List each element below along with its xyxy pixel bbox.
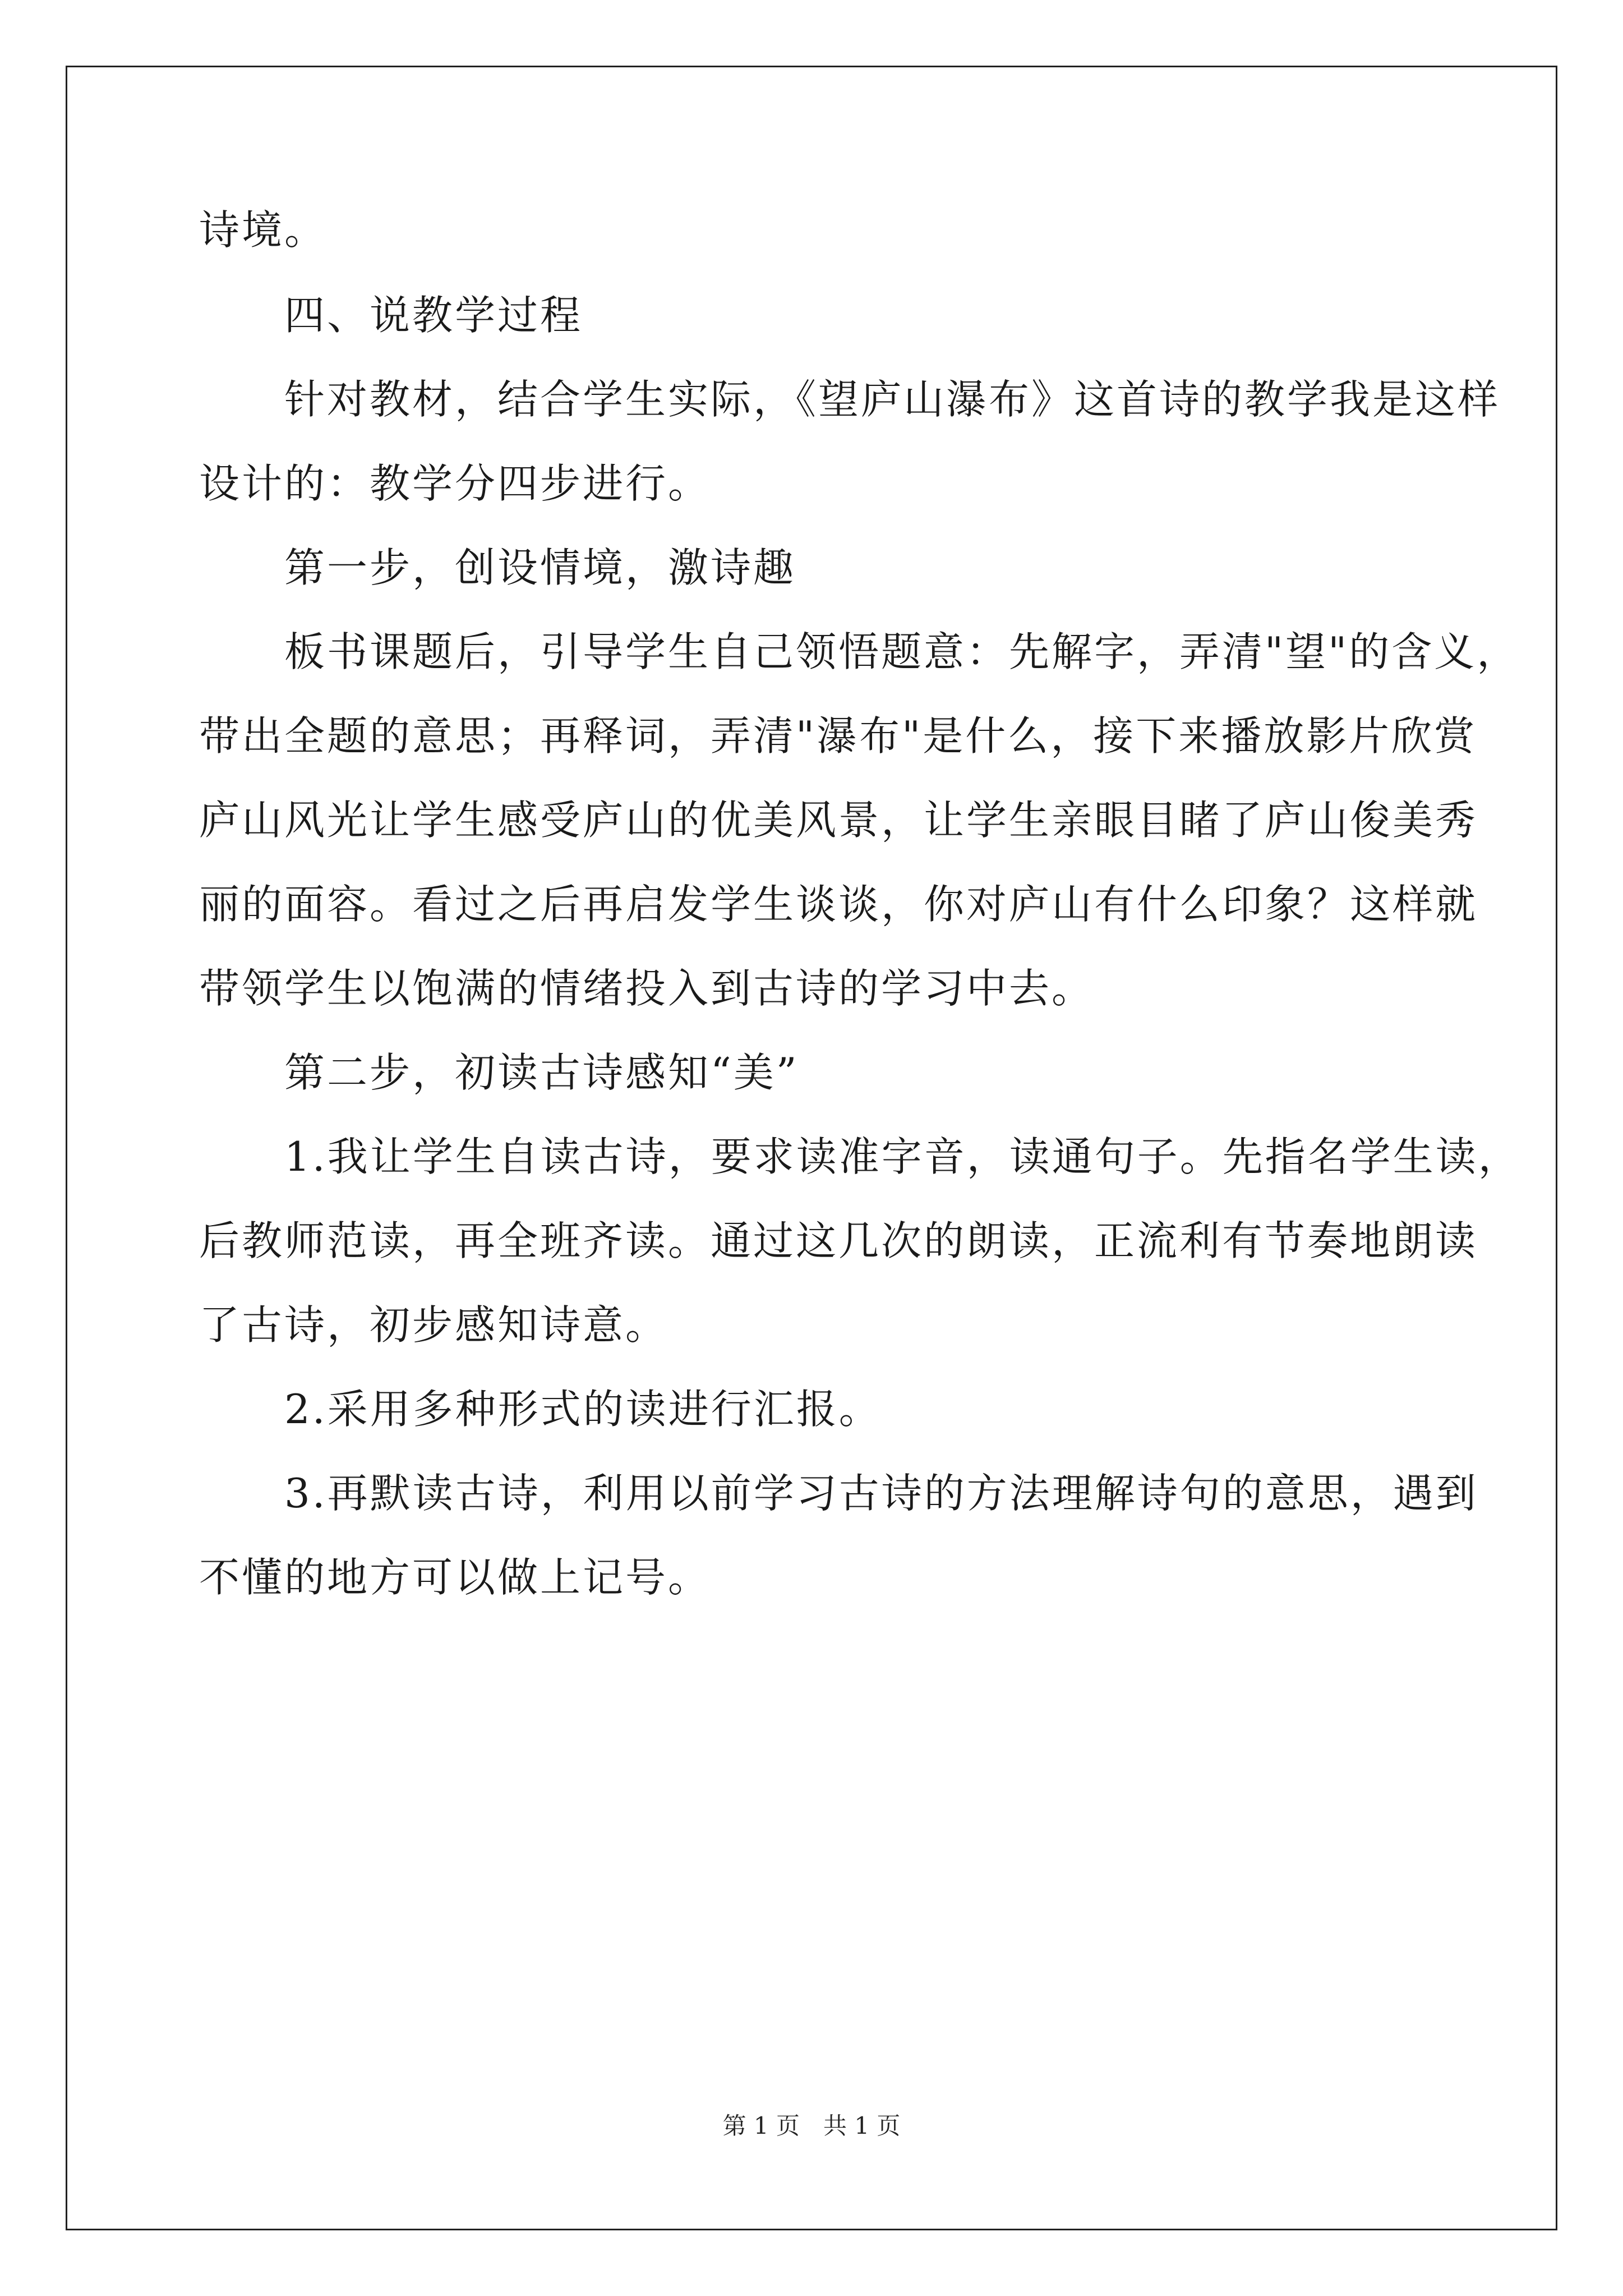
text-line: 丽的面容。看过之后再启发学生谈谈，你对庐山有什么印象？这样就 — [199, 881, 1478, 928]
text-line: 针对教材，结合学生实际，《望庐山瀑布》这首诗的教学我是这样 — [199, 376, 1501, 423]
text-line: 设计的：教学分四步进行。 — [199, 460, 711, 507]
text-line: 1.我让学生自读古诗，要求读准字音，读通句子。先指名学生读， — [199, 1133, 1521, 1180]
section-heading: 四、说教学过程 — [199, 292, 583, 339]
text-line: 庐山风光让学生感受庐山的优美风景，让学生亲眼目睹了庐山俊美秀 — [199, 797, 1478, 844]
text-line: 3.再默读古诗，利用以前学习古诗的方法理解诗句的意思，遇到 — [199, 1470, 1478, 1517]
text-line: 带领学生以饱满的情绪投入到古诗的学习中去。 — [199, 965, 1095, 1012]
text-line: 后教师范读，再全班齐读。通过这几次的朗读，正流利有节奏地朗读 — [199, 1217, 1478, 1264]
text-line: 2.采用多种形式的读进行汇报。 — [199, 1386, 882, 1433]
text-line: 板书课题后，引导学生自己领悟题意：先解字，弄清"望"的含义， — [199, 628, 1520, 675]
page-number-footer: 第 1 页 共 1 页 — [722, 2112, 901, 2139]
step-heading: 第二步，初读古诗感知“美” — [199, 1049, 799, 1096]
text-line: 诗境。 — [199, 206, 328, 254]
step-heading: 第一步，创设情境，激诗趣 — [199, 544, 796, 591]
text-line: 带出全题的意思；再释词，弄清"瀑布"是什么，接下来播放影片欣赏 — [199, 712, 1477, 760]
text-line: 了古诗，初步感知诗意。 — [199, 1301, 668, 1349]
text-line: 不懂的地方可以做上记号。 — [199, 1554, 711, 1601]
